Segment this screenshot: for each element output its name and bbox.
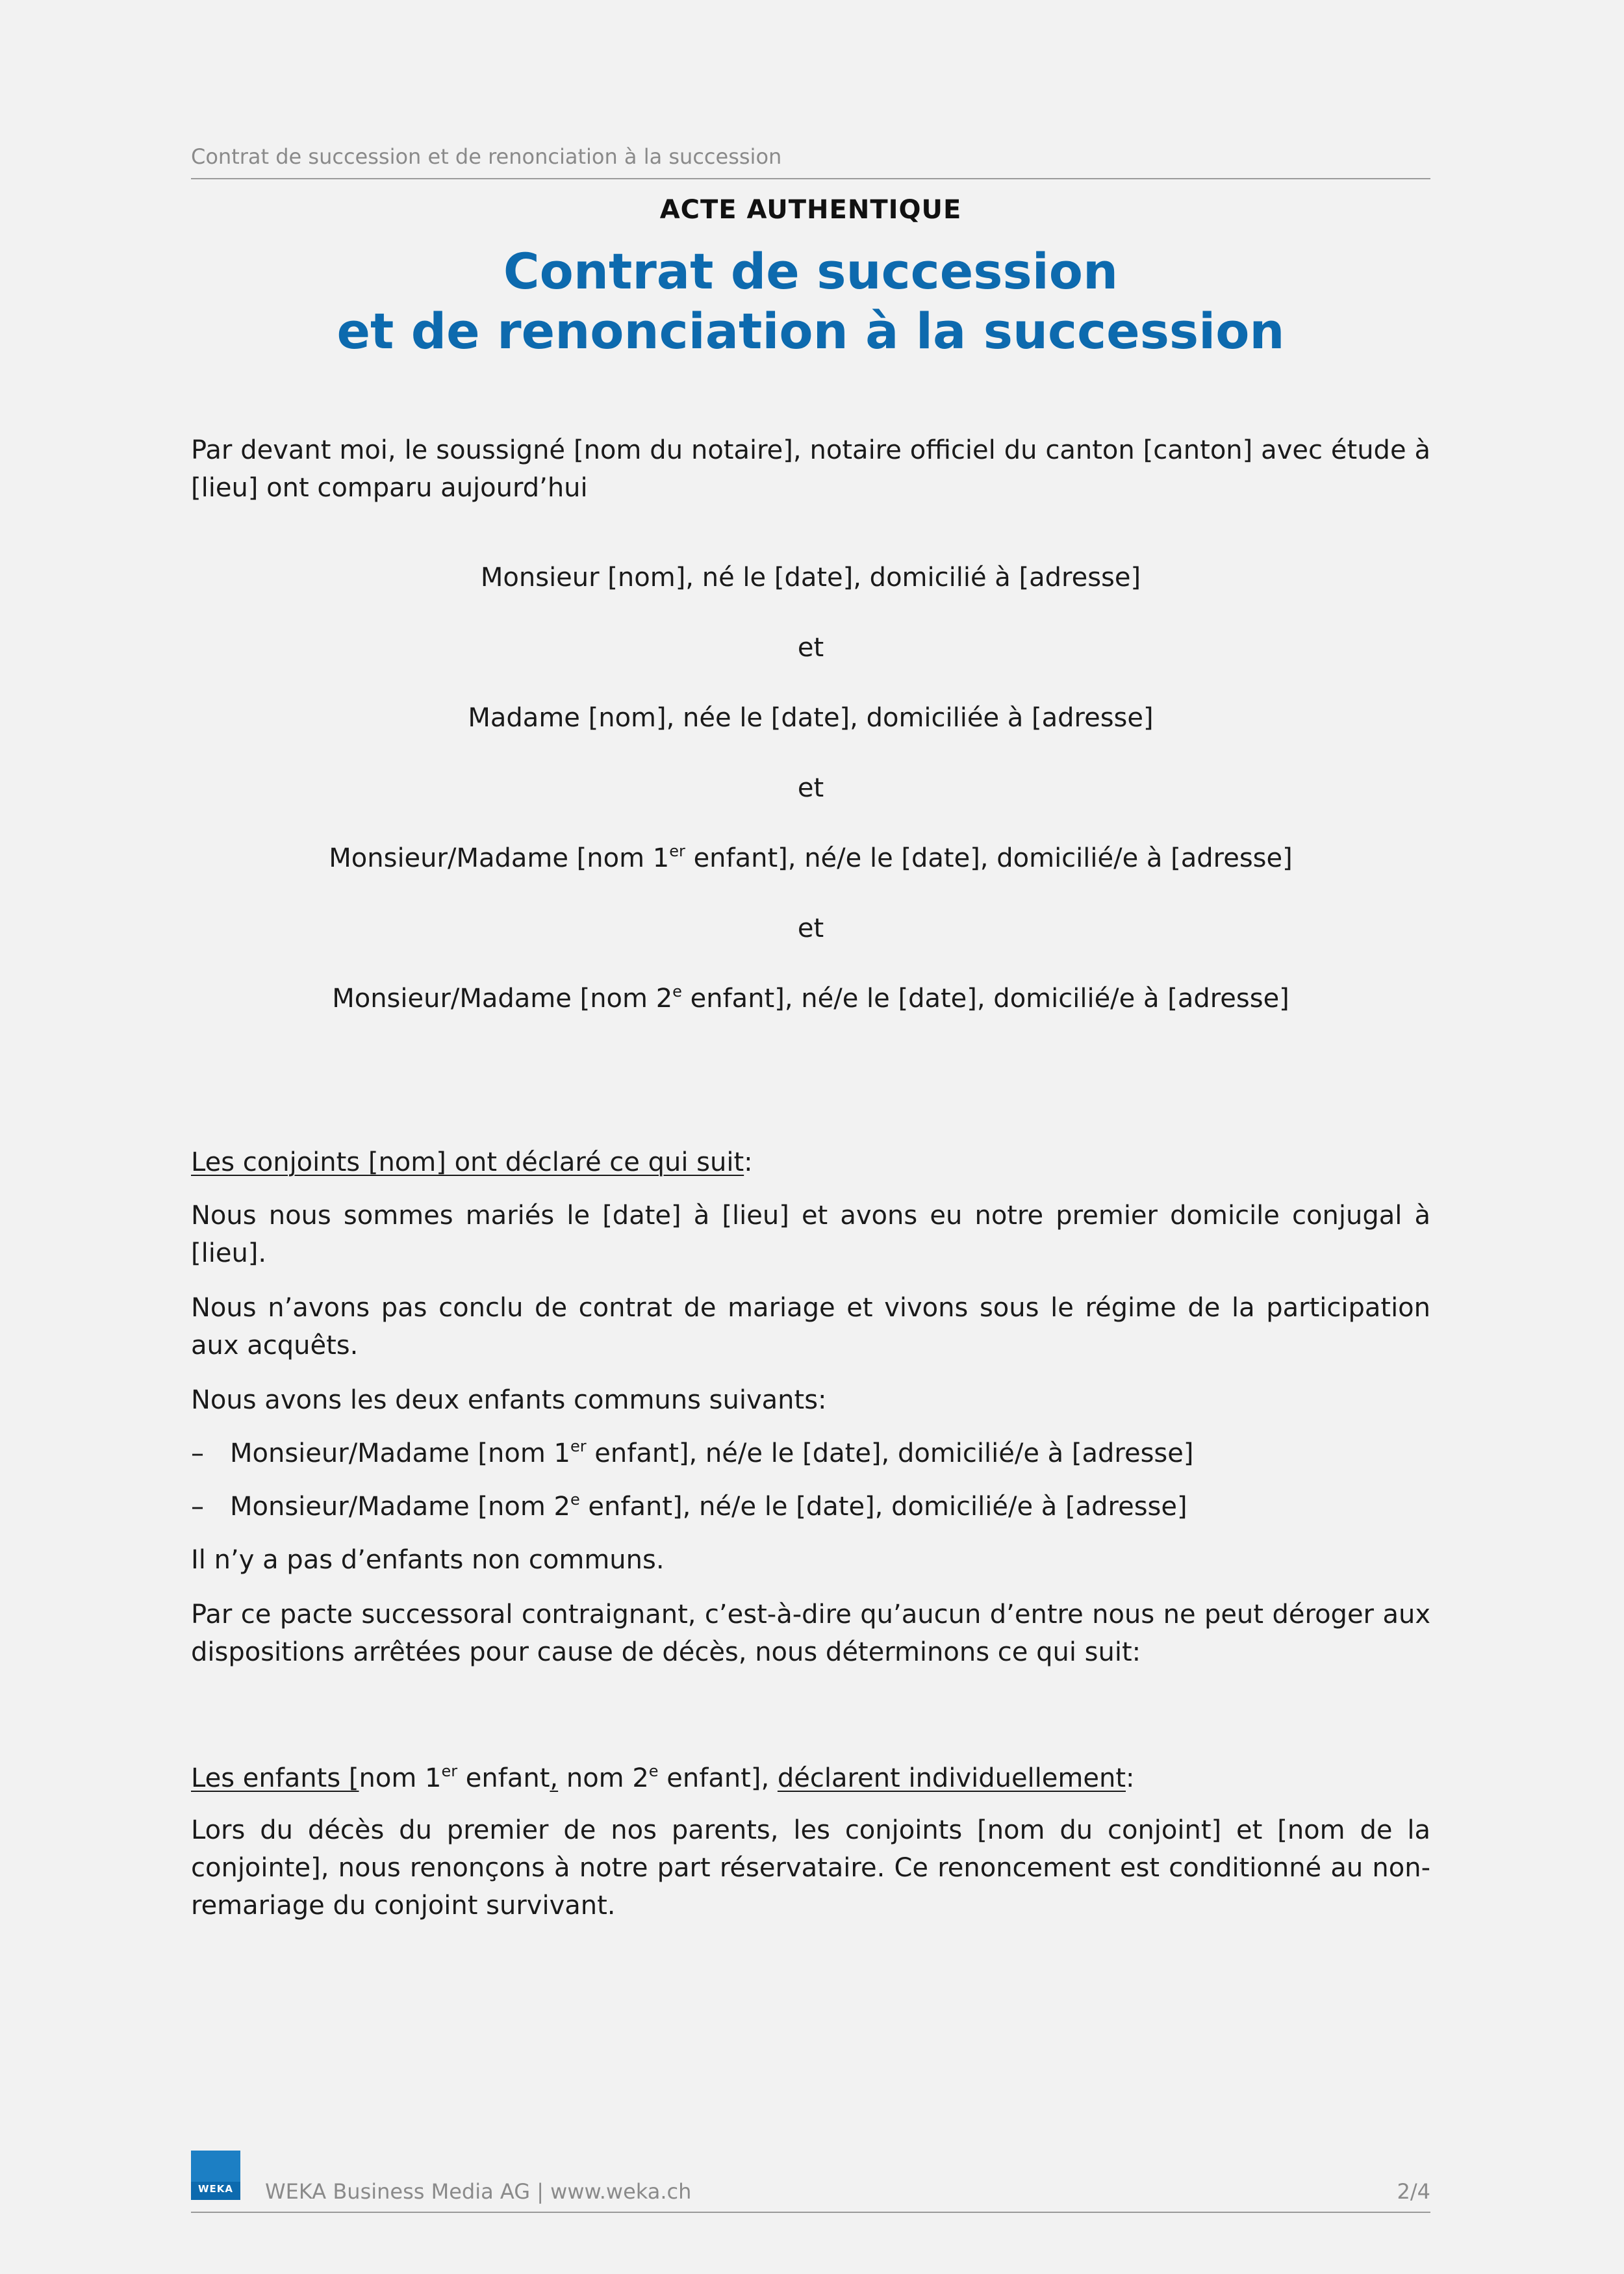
list-dash: – (191, 1438, 204, 1468)
party-separator-3: et (797, 913, 824, 943)
spouses-heading-colon: : (744, 1147, 753, 1177)
party-3 (191, 839, 1430, 877)
list-item-ordinal: e (570, 1490, 580, 1509)
footer-divider (191, 2212, 1430, 2213)
party-4 (191, 980, 1430, 1017)
header-divider (191, 178, 1430, 179)
footer-company: WEKA Business Media AG | www.weka.ch (265, 2179, 692, 2204)
party-3-prefix: Monsieur/Madame [nom 1 (329, 843, 670, 873)
intro-paragraph: Par devant moi, le soussigné [nom du notaire], notaire officiel du canton [canton] avec étude à [lieu] ont comparu aujourd’hui (191, 435, 1430, 503)
running-header: Contrat de succession et de renonciation à la succession (191, 144, 782, 169)
weka-logo-text: WEKA (197, 2183, 234, 2195)
children-heading-ordinal-2: e (648, 1762, 659, 1780)
children-heading-ordinal-1: er (441, 1762, 458, 1780)
party-3-suffix: enfant], né/e le [date], domicilié/e à [adresse] (685, 843, 1293, 873)
list-item-suffix: enfant], né/e le [date], domicilié/e à [adresse] (586, 1438, 1194, 1468)
party-4-suffix: enfant], né/e le [date], domicilié/e à [adresse] (681, 984, 1289, 1014)
spouses-paragraph-3: Nous avons les deux enfants communs suivants: (191, 1385, 827, 1415)
party-3-ordinal: er (669, 842, 685, 860)
document-type: ACTE AUTHENTIQUE (659, 195, 962, 225)
list-item-suffix: enfant], né/e le [date], domicilié/e à [adresse] (579, 1492, 1187, 1522)
list-item (191, 1488, 1430, 1526)
list-item-prefix: Monsieur/Madame [nom 1 (230, 1438, 570, 1468)
spouses-heading-text: Les conjoints [nom] ont déclaré ce qui suit (191, 1147, 744, 1177)
children-heading-part-g: déclarent individuellement (777, 1763, 1126, 1793)
children-heading (191, 1759, 1430, 1797)
document-page (191, 0, 1430, 2274)
party-separator-1: et (797, 633, 824, 663)
children-heading-part-c: enfant (457, 1763, 550, 1793)
document-title (191, 242, 1430, 361)
children-paragraph-1: Lors du décès du premier de nos parents, les conjoints [nom du conjoint] et [nom de la conjointe], nous renonçons à notre part réservataire. Ce renoncement est conditionné au non-remariage du conjoint survivant. (191, 1815, 1430, 1921)
spouses-paragraph-2: Nous n’avons pas conclu de contrat de mariage et vivons sous le régime de la participation aux acquêts. (191, 1293, 1430, 1361)
list-item-ordinal: er (570, 1437, 587, 1455)
party-4-ordinal: e (672, 982, 682, 1001)
children-heading-part-a: Les enfants [ (191, 1763, 359, 1793)
party-1: Monsieur [nom], né le [date], domicilié à [adresse] (480, 563, 1141, 593)
list-dash: – (191, 1492, 204, 1522)
children-heading-part-e: nom 2 (558, 1763, 649, 1793)
document-title-line-2: et de renonciation à la succession (336, 302, 1285, 360)
spouses-heading (191, 1143, 1430, 1181)
list-item (191, 1435, 1430, 1472)
children-heading-part-f: enfant], (658, 1763, 778, 1793)
party-separator-2: et (797, 773, 824, 803)
party-2: Madame [nom], née le [date], domiciliée à [adresse] (468, 703, 1154, 733)
weka-logo-top (191, 2151, 240, 2182)
spouses-paragraph-4: Il n’y a pas d’enfants non communs. (191, 1545, 665, 1575)
spouses-paragraph-5: Par ce pacte successoral contraignant, c’est-à-dire qu’aucun d’entre nous ne peut déroger aux dispositions arrêtées pour cause de décès, nous déterminons ce qui suit: (191, 1600, 1430, 1667)
list-item-prefix: Monsieur/Madame [nom 2 (230, 1492, 570, 1522)
children-heading-colon: : (1126, 1763, 1135, 1793)
document-title-line-1: Contrat de succession (503, 242, 1119, 300)
children-heading-part-b: nom 1 (359, 1763, 442, 1793)
page-number: 2/4 (1397, 2179, 1430, 2204)
party-4-prefix: Monsieur/Madame [nom 2 (332, 984, 673, 1014)
spouses-paragraph-1: Nous nous sommes mariés le [date] à [lieu] et avons eu notre premier domicile conjugal à [lieu]. (191, 1201, 1430, 1268)
weka-logo (191, 2151, 240, 2200)
children-heading-part-d: , (550, 1763, 559, 1793)
